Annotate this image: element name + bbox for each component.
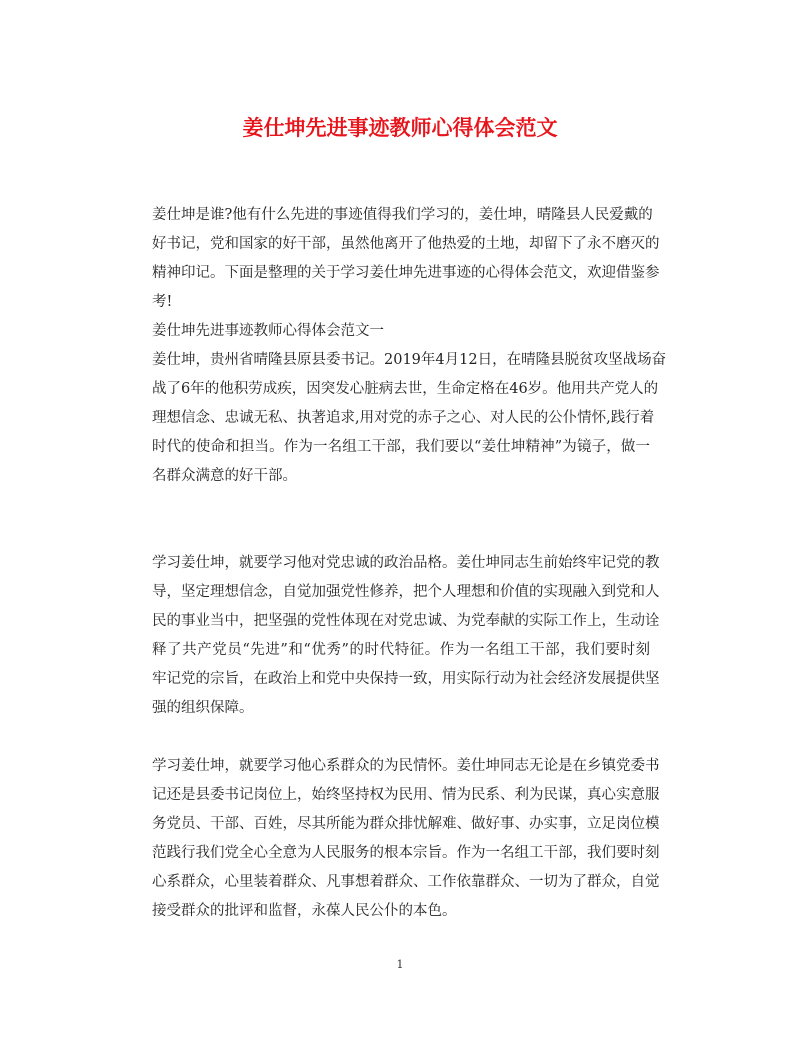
paragraph-political-character [152,549,660,723]
text-line: 时代的使命和担当。作为一名组工干部，我们要以“姜仕坤精神”为镜子，做一 [152,439,650,455]
text-line: 名群众满意的好干部。 [152,468,297,484]
page-number: 1 [396,958,404,971]
document-title: 姜仕坤先进事迹教师心得体会范文 [242,116,558,140]
text-line: 接受群众的批评和监督，永葆人民公仆的本色。 [152,903,457,919]
paragraph-intro [152,201,667,491]
text-line: 民的事业当中，把坚强的党性体现在对党忠诚、为党奉献的实际工作上，生动诠 [152,613,660,629]
text-line: 好书记，党和国家的好干部，虽然他离开了他热爱的土地，却留下了永不磨灭的 [152,236,660,252]
text-line: 心系群众，心里装着群众、凡事想着群众、工作依靠群众、一切为了群众，自觉 [152,874,660,890]
text-line: 精神印记。下面是整理的关于学习姜仕坤先进事迹的心得体会范文，欢迎借鉴参 [152,265,660,281]
text-line: 强的组织保障。 [152,700,254,716]
section-heading: 姜仕坤先进事迹教师心得体会范文一 [152,323,384,339]
text-line: 学习姜仕坤，就要学习他对党忠诚的政治品格。姜仕坤同志生前始终牢记党的教 [152,555,660,571]
text-line: 理想信念、忠诚无私、执著追求,用对党的赤子之心、对人民的公仆情怀,践行着 [152,410,655,426]
text-line: 战了6年的他积劳成疾，因突发心脏病去世，生命定格在46岁。他用共产党人的 [152,381,659,397]
text-line: 务党员、干部、百姓，尽其所能为群众排忧解难、做好事、办实事，立足岗位模 [152,816,660,832]
text-line: 释了共产党员“先进”和“优秀”的时代特征。作为一名组工干部，我们要时刻 [152,642,650,658]
text-line: 考! [152,294,173,310]
text-line: 牢记党的宗旨，在政治上和党中央保持一致，用实际行动为社会经济发展提供坚 [152,671,660,687]
paragraph-people-sentiment [152,752,660,926]
text-line: 导，坚定理想信念，自觉加强党性修养，把个人理想和价值的实现融入到党和人 [152,584,660,600]
text-line: 记还是县委书记岗位上，始终坚持权为民用、情为民系、利为民谋，真心实意服 [152,787,660,803]
text-line: 姜仕坤，贵州省晴隆县原县委书记。2019年4月12日，在晴隆县脱贫攻坚战场奋 [152,352,667,368]
text-line: 范践行我们党全心全意为人民服务的根本宗旨。作为一名组工干部，我们要时刻 [152,845,660,861]
text-line: 学习姜仕坤，就要学习他心系群众的为民情怀。姜仕坤同志无论是在乡镇党委书 [152,758,660,774]
text-line: 姜仕坤是谁?他有什么先进的事迹值得我们学习的，姜仕坤，晴隆县人民爱戴的 [152,207,653,223]
